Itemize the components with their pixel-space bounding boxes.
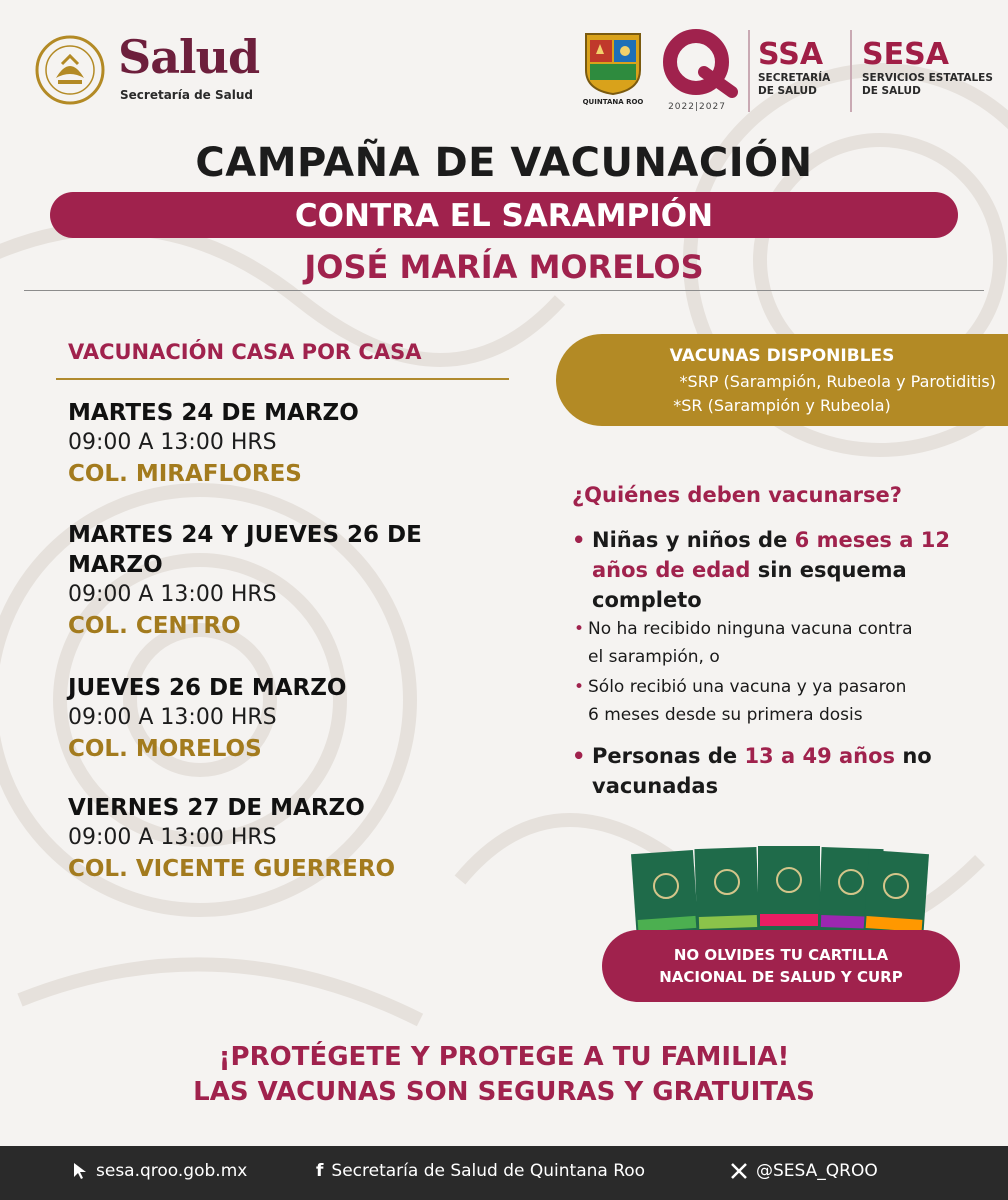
sub-bullet-line: Sólo recibió una vacuna y ya pasaron <box>588 677 907 697</box>
x-logo-icon <box>730 1162 748 1180</box>
schedule-day: VIERNES 27 DE MARZO <box>68 795 365 821</box>
quintana-roo-shield-icon <box>582 30 644 96</box>
bullet-children-text <box>572 525 992 615</box>
vaccine-sr: *SR (Sarampión y Rubeola) <box>673 396 891 415</box>
slogan-line2: LAS VACUNAS SON SEGURAS Y GRATUITAS <box>193 1077 815 1107</box>
schedule-time: 09:00 A 13:00 HRS <box>68 705 277 730</box>
bullet-text-part: Personas de <box>592 744 745 768</box>
sub-bullet-line: 6 meses desde su primera dosis <box>588 705 863 725</box>
schedule-time: 09:00 A 13:00 HRS <box>68 582 277 607</box>
sub-bullet-no-vaccine <box>574 615 994 671</box>
bullet-highlight: 6 meses a 12 <box>794 528 950 552</box>
header-divider <box>748 30 750 112</box>
bullet-adults <box>572 741 992 801</box>
bullet-text-part: Niñas y niños de <box>592 528 795 552</box>
gobierno-years: 2022|2027 <box>668 102 726 112</box>
who-title: ¿Quiénes deben vacunarse? <box>572 483 902 507</box>
cartilla-card <box>694 847 759 939</box>
salud-wordmark: Salud <box>118 30 260 84</box>
schedule-day: MARTES 24 Y JUEVES 26 DE <box>68 522 422 548</box>
schedule-time: 09:00 A 13:00 HRS <box>68 825 277 850</box>
schedule-day-cont: MARZO <box>68 552 163 578</box>
sesa-logo <box>862 38 993 98</box>
sub-bullet-text <box>574 615 994 671</box>
mexico-seal-icon <box>34 34 106 106</box>
schedule-colonia: COL. MORELOS <box>68 736 262 762</box>
sesa-line2: DE SALUD <box>862 85 921 97</box>
location-title: JOSÉ MARÍA MORELOS <box>304 248 704 286</box>
cartilla-card <box>863 850 929 942</box>
footer-x[interactable] <box>730 1161 878 1181</box>
schedule-entry <box>68 398 488 490</box>
cursor-icon <box>72 1162 88 1180</box>
bullet-adults-text <box>572 741 992 801</box>
footer-facebook[interactable] <box>316 1161 645 1181</box>
schedule-colonia: COL. VICENTE GUERRERO <box>68 856 396 882</box>
quintana-roo-logo <box>582 30 644 116</box>
quintana-roo-caption: QUINTANA ROO <box>582 98 644 106</box>
salud-logo <box>24 30 274 110</box>
bullet-text-part: completo <box>592 588 702 612</box>
ssa-subtitle <box>758 72 830 98</box>
reminder-line2: NACIONAL DE SALUD Y CURP <box>659 968 903 986</box>
vaccine-srp: *SRP (Sarampión, Rubeola y Parotiditis) <box>679 372 996 391</box>
schedule-entry <box>68 673 488 765</box>
schedule-colonia: COL. CENTRO <box>68 613 241 639</box>
title-divider <box>24 290 984 291</box>
slogan-line1: ¡PROTÉGETE Y PROTEGE A TU FAMILIA! <box>218 1042 790 1072</box>
q-logo-icon <box>654 28 740 100</box>
bullet-text-part: vacunadas <box>592 774 719 798</box>
cartilla-card <box>631 850 699 942</box>
ssa-logo <box>758 38 830 98</box>
schedule-day: JUEVES 26 DE MARZO <box>68 675 347 701</box>
banner-text: CONTRA EL SARAMPIÓN <box>294 198 714 234</box>
schedule-colonia: COL. MIRAFLORES <box>68 461 302 487</box>
schedule-heading: VACUNACIÓN CASA POR CASA <box>68 340 422 364</box>
bullet-dot-icon: • <box>572 528 586 552</box>
sesa-title: SESA <box>862 37 949 72</box>
website-link[interactable]: sesa.qroo.gob.mx <box>96 1161 248 1181</box>
bullet-text-part: no <box>895 744 932 768</box>
bullet-text-part: sin esquema <box>750 558 907 582</box>
bullet-dot-icon: • <box>574 619 585 639</box>
facebook-link[interactable]: Secretaría de Salud de Quintana Roo <box>331 1161 646 1181</box>
cartilla-card <box>758 846 820 938</box>
sesa-subtitle <box>862 72 993 98</box>
reminder-line1: NO OLVIDES TU CARTILLA <box>673 946 889 964</box>
vaccines-box <box>556 334 1008 426</box>
sub-bullet-text <box>574 673 994 729</box>
bullet-children <box>572 525 992 615</box>
x-handle-link[interactable]: @SESA_QROO <box>756 1161 878 1181</box>
footer-website[interactable] <box>72 1161 247 1181</box>
sub-bullet-line: el sarampión, o <box>588 647 720 667</box>
salud-subtitle: Secretaría de Salud <box>120 88 253 102</box>
schedule-divider <box>56 378 509 380</box>
sesa-line1: SERVICIOS ESTATALES <box>862 72 993 84</box>
sub-bullet-line: No ha recibido ninguna vacuna contra <box>588 619 913 639</box>
bullet-dot-icon: • <box>574 677 585 697</box>
ssa-title: SSA <box>758 37 824 72</box>
schedule-entry <box>68 793 488 885</box>
campaign-title: CAMPAÑA DE VACUNACIÓN <box>195 140 813 186</box>
schedule-time: 09:00 A 13:00 HRS <box>68 430 277 455</box>
facebook-icon: f <box>316 1161 324 1181</box>
schedule-entry <box>68 520 488 642</box>
gobierno-q-logo <box>654 28 740 118</box>
header-divider <box>850 30 852 112</box>
bullet-dot-icon: • <box>572 744 586 768</box>
footer <box>0 1146 1008 1200</box>
ssa-line1: SECRETARÍA <box>758 72 831 84</box>
schedule-day: MARTES 24 DE MARZO <box>68 400 359 426</box>
sub-bullet-one-vaccine <box>574 673 994 729</box>
reminder-banner <box>602 930 960 1002</box>
cartillas-image <box>630 842 930 942</box>
ssa-line2: DE SALUD <box>758 85 817 97</box>
bullet-highlight: 13 a 49 años <box>744 744 896 768</box>
vaccines-heading: VACUNAS DISPONIBLES <box>669 346 895 366</box>
bullet-highlight: años de edad <box>592 558 751 582</box>
title-banner <box>50 192 958 238</box>
